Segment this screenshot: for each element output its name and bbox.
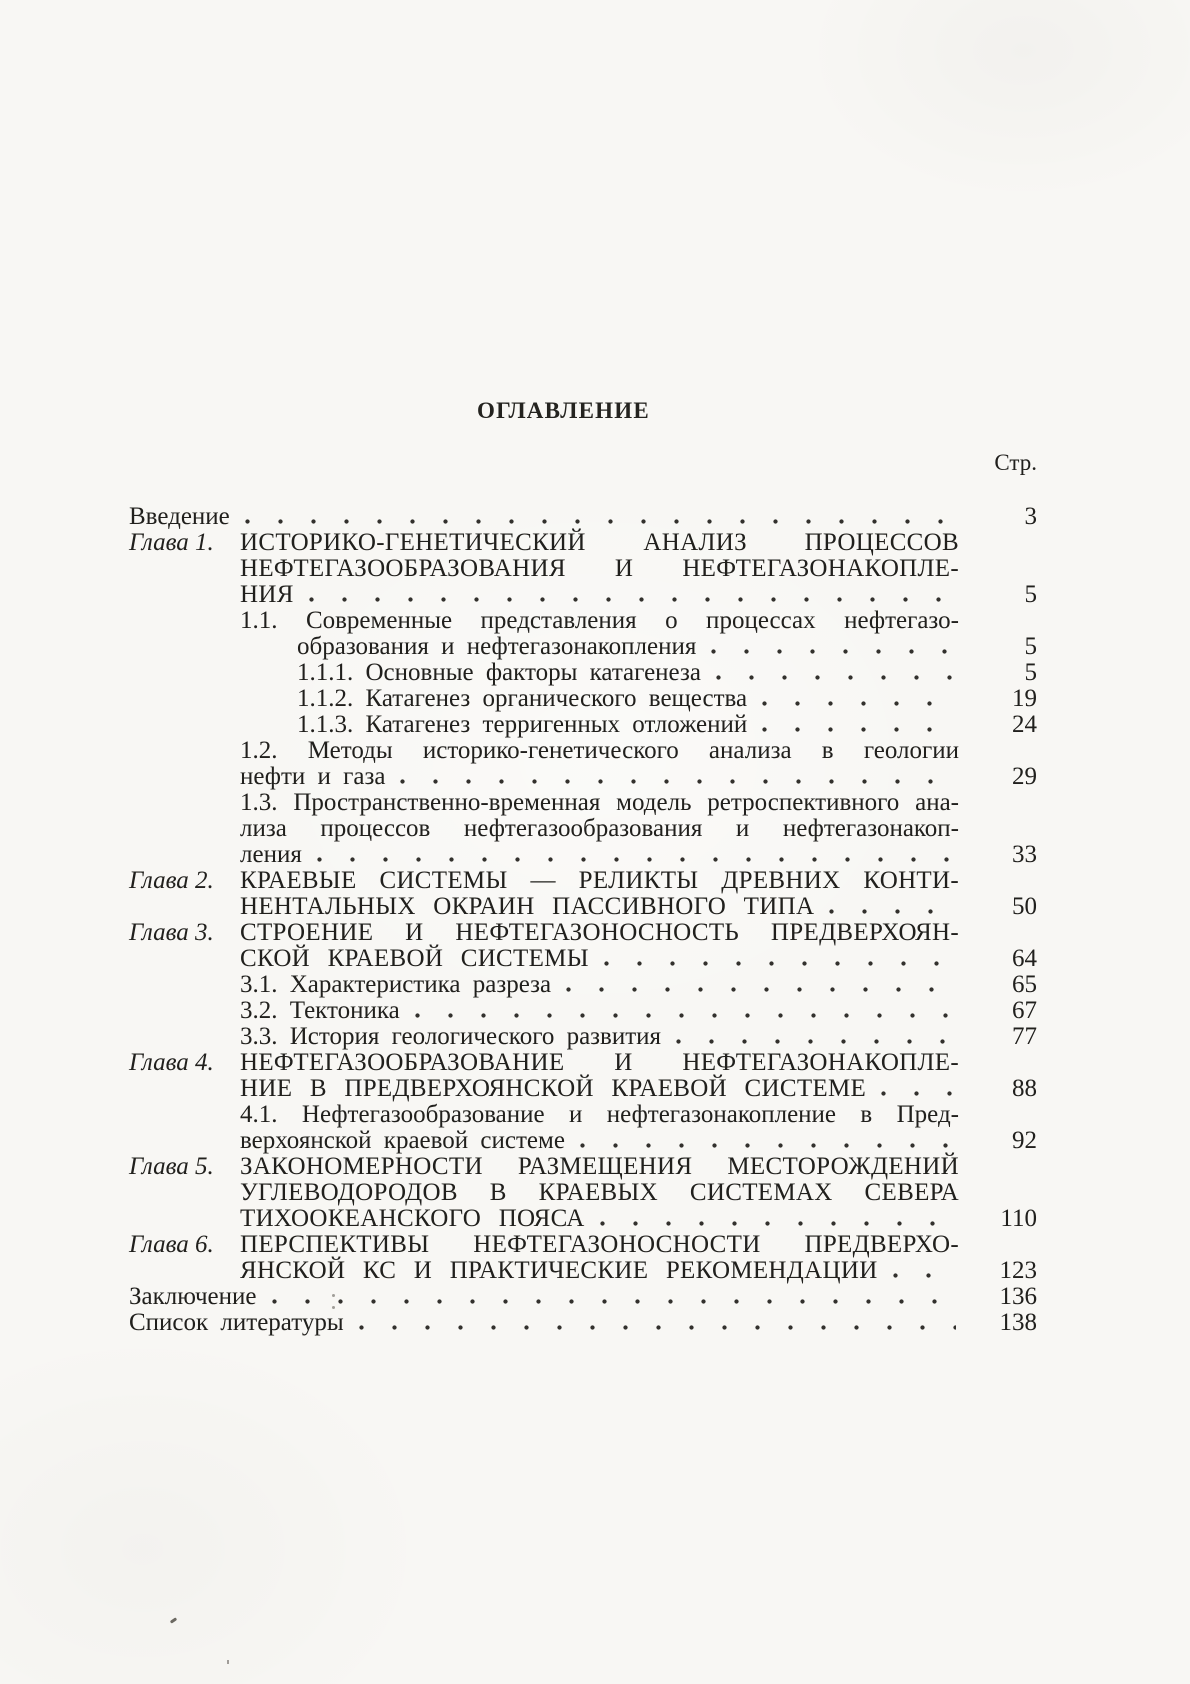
toc-row [240,556,1037,582]
dot-leader [585,1206,959,1232]
toc-row [297,686,1037,712]
toc-text: ИСТОРИКО-ГЕНЕТИЧЕСКИЙ АНАЛИЗ ПРОЦЕССОВ [240,529,959,556]
page-number: 65 [1012,971,1037,998]
toc-row [129,530,1037,556]
dot-leader [385,764,959,790]
toc-list [129,504,1037,1336]
page-number: 92 [1012,1127,1037,1154]
toc-row [129,1050,1037,1076]
dot-leader [747,712,959,738]
toc-row [129,868,1037,894]
scan-artifact [170,1617,177,1623]
dot-leader [400,998,959,1024]
dot-leader [696,634,959,660]
toc-row [240,738,1037,764]
toc-row [240,1128,1037,1154]
page-number: 138 [999,1309,1037,1336]
toc-text: ПЕРСПЕКТИВЫ НЕФТЕГАЗОНОСНОСТИ ПРЕДВЕРХО- [240,1231,959,1258]
page-number: 64 [1012,945,1037,972]
page-number: 5 [1024,581,1037,608]
toc-row [240,608,1037,634]
toc-row [240,1102,1037,1128]
dot-leader [565,1128,959,1154]
chapter-label: Глава 5. [129,1153,214,1180]
chapter-label: Глава 4. [129,1049,214,1076]
toc-text: Введение [129,503,230,530]
page-number: 50 [1012,893,1037,920]
toc-row [240,1024,1037,1050]
toc-text: НЕФТЕГАЗООБРАЗОВАНИЯ И НЕФТЕГАЗОНАКОПЛЕ- [240,555,959,582]
toc-row [129,1284,1037,1310]
chapter-label: Глава 6. [129,1231,214,1258]
toc-row [240,790,1037,816]
toc-row [297,712,1037,738]
toc-text: ЗАКОНОМЕРНОСТИ РАЗМЕЩЕНИЯ МЕСТОРОЖДЕНИЙ [240,1153,959,1180]
toc-text: ТИХООКЕАНСКОГО ПОЯСА [240,1205,585,1232]
toc-text: 1.1.1. Основные факторы катагенеза [297,659,701,686]
dot-leader [661,1024,959,1050]
dot-leader [257,1284,960,1310]
toc-row [129,920,1037,946]
toc-row [240,1180,1037,1206]
page-number: 3 [1024,503,1037,530]
toc-text: НИЯ [240,581,294,608]
toc-row [240,816,1037,842]
dot-leader [866,1076,959,1102]
toc-text: лиза процессов нефтегазообразования и нефтегазонакоп- [240,815,959,842]
page-number: 19 [1012,685,1037,712]
toc-text: Список литературы [129,1309,344,1336]
page-number: 24 [1012,711,1037,738]
toc-text: 3.2. Тектоника [240,997,400,1024]
toc-row [240,998,1037,1024]
page-number: 110 [1000,1205,1037,1232]
scan-artifact [332,1294,335,1297]
toc-text: ления [240,841,302,868]
toc-row [129,504,1037,530]
dot-leader [701,660,959,686]
toc-row [129,1232,1037,1258]
toc-text: 3.1. Характеристика разреза [240,971,552,998]
toc-row [240,764,1037,790]
toc-text: Заключение [129,1283,257,1310]
dot-leader [747,686,959,712]
dot-leader [230,504,959,530]
toc-row [240,1258,1037,1284]
page-number: 67 [1012,997,1037,1024]
toc-row [129,1310,1037,1336]
toc-row [240,972,1037,998]
toc-text: 1.2. Методы историко-генетического анализа в геологии [240,737,959,764]
toc-text: 4.1. Нефтегазообразование и нефтегазонакопление в Пред- [240,1101,959,1128]
chapter-label: Глава 2. [129,867,214,894]
toc-text: верхоянской краевой системе [240,1127,565,1154]
toc-text: НЕФТЕГАЗООБРАЗОВАНИЕ И НЕФТЕГАЗОНАКОПЛЕ- [240,1049,959,1076]
toc-row [240,1206,1037,1232]
page-number: 5 [1024,633,1037,660]
scan-artifact [227,1660,229,1664]
toc-row [240,946,1037,972]
page-number: 5 [1024,659,1037,686]
toc-text: ЯНСКОЙ КС И ПРАКТИЧЕСКИЕ РЕКОМЕНДАЦИИ [240,1257,878,1284]
toc-text: нефти и газа [240,763,386,790]
toc-row [240,1076,1037,1102]
toc-text: СКОЙ КРАЕВОЙ СИСТЕМЫ [240,945,589,972]
page-number: 123 [999,1257,1037,1284]
dot-leader [294,582,959,608]
toc-text: КРАЕВЫЕ СИСТЕМЫ — РЕЛИКТЫ ДРЕВНИХ КОНТИ- [240,867,959,894]
toc-text: 1.1. Современные представления о процессах нефтегазо- [240,607,959,634]
toc-text: НЕНТАЛЬНЫХ ОКРАИН ПАССИВНОГО ТИПА [240,893,815,920]
toc-row [240,894,1037,920]
toc-row [297,634,1037,660]
dot-leader [551,972,959,998]
toc-text: 1.3. Пространственно-временная модель ретроспективного ана- [240,789,959,816]
dot-leader [878,1258,959,1284]
page-number: 88 [1012,1075,1037,1102]
toc-text: 1.1.3. Катагенез терригенных отложений [297,711,748,738]
toc-row [240,842,1037,868]
toc-text: УГЛЕВОДОРОДОВ В КРАЕВЫХ СИСТЕМАХ СЕВЕРА [240,1179,959,1206]
page-column-header: Стр. [994,450,1037,475]
dot-leader [814,894,959,920]
page-number: 33 [1012,841,1037,868]
toc-row [129,1154,1037,1180]
dot-leader [344,1310,959,1336]
page-number: 136 [999,1283,1037,1310]
chapter-label: Глава 3. [129,919,214,946]
page-number: 29 [1012,763,1037,790]
toc-text: образования и нефтегазонакопления [297,633,697,660]
toc-text: НИЕ В ПРЕДВЕРХОЯНСКОЙ КРАЕВОЙ СИСТЕМЕ [240,1075,867,1102]
toc-row [240,582,1037,608]
toc-text: СТРОЕНИЕ И НЕФТЕГАЗОНОСНОСТЬ ПРЕДВЕРХОЯН- [240,919,959,946]
toc-text: 1.1.2. Катагенез органического вещества [297,685,748,712]
page-number: 77 [1012,1023,1037,1050]
toc-row [297,660,1037,686]
dot-leader [589,946,959,972]
dot-leader [302,842,959,868]
toc-text: 3.3. История геологического развития [240,1023,662,1050]
toc-title: ОГЛАВЛЕНИЕ [477,398,650,423]
chapter-label: Глава 1. [129,529,214,556]
